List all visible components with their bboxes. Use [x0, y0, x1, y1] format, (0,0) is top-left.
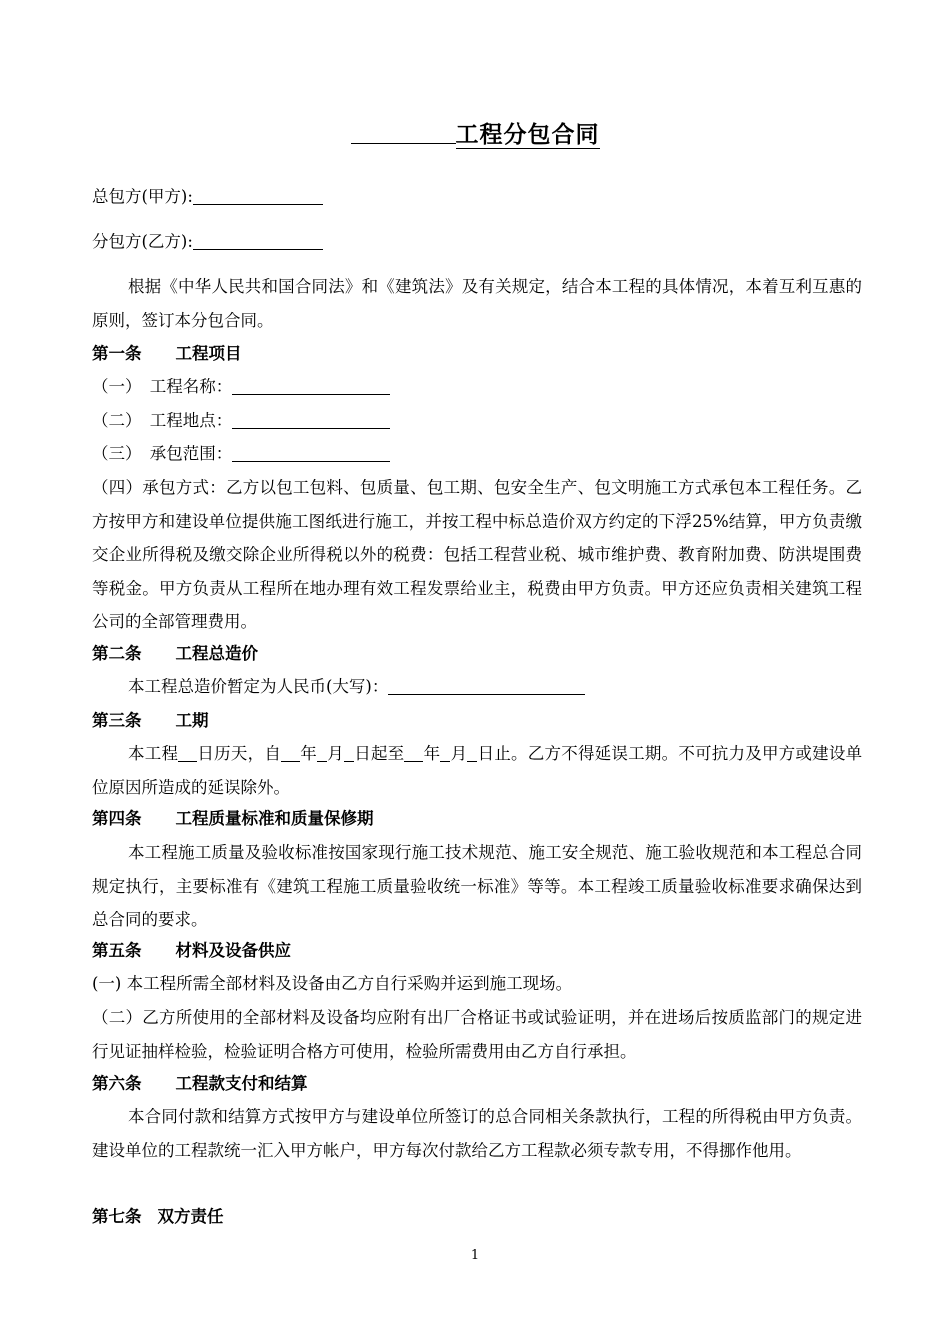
article-3-text — [92, 737, 862, 804]
item-2-label: （二） 工程地点： — [92, 411, 233, 430]
period-text-3: 年 — [300, 744, 318, 763]
period-text-1: 本工程 — [128, 744, 179, 763]
end-day-blank — [467, 744, 477, 762]
article-1-item-2 — [92, 410, 390, 432]
party-a-blank — [193, 187, 323, 205]
article-5-num: 第五条 — [92, 941, 142, 960]
item-1-label: （一） 工程名称： — [92, 377, 233, 396]
article-2-num: 第二条 — [92, 644, 142, 663]
end-month-blank — [440, 744, 450, 762]
item-3-label: （三） 承包范围： — [92, 444, 233, 463]
party-b-label: 分包方(乙方): — [92, 232, 193, 251]
article-5-heading — [92, 940, 291, 962]
period-text-8: 日止。乙方不得延误工期。不可抗力及甲方或建设单位原因所造成的延误除外。 — [92, 744, 863, 797]
article-1-item-4: （四）承包方式：乙方以包工包料、包质量、包工期、包安全生产、包文明施工方式承包本工程任务。乙方按甲方和建设单位提供施工图纸进行施工，并按工程中标总造价双方约定的下浮25%结算，甲方负责缴交企业所得税及缴交除企业所得税以外的税费：包括工程营业税、城市维护费、教育附加费、防洪堤围费等税金。甲方负责从工程所在地办理有效工程发票给业主，税费由甲方负责。甲方还应负责相关建筑工程公司的全部管理费用。 — [92, 478, 862, 631]
start-month-blank — [317, 744, 327, 762]
article-4-title: 工程质量标准和质量保修期 — [175, 809, 374, 828]
start-day-blank — [344, 744, 354, 762]
article-6-title: 工程款支付和结算 — [175, 1074, 308, 1093]
end-year-blank — [404, 744, 423, 762]
start-year-blank — [281, 744, 300, 762]
article-2-text — [128, 676, 585, 698]
page-number: 1 — [470, 1248, 480, 1263]
article-1-heading — [92, 343, 242, 365]
article-7-heading — [92, 1206, 224, 1228]
intro-paragraph: 根据《中华人民共和国合同法》和《建筑法》及有关规定，结合本工程的具体情况，本着互利互惠的原则，签订本分包合同。 — [92, 277, 862, 330]
article-4-heading — [92, 808, 374, 830]
contract-title — [0, 116, 950, 149]
article-4-text: 本工程施工质量及验收标准按国家现行施工技术规范、施工安全规范、施工验收规范和本工程总合同规定执行，主要标准有《建筑工程施工质量验收统一标准》等等。本工程竣工质量验收标准要求确保达到总合同的要求。 — [92, 843, 862, 929]
period-text-5: 日起至 — [354, 744, 405, 763]
party-b-line — [92, 231, 323, 253]
article-3-title: 工期 — [175, 711, 209, 730]
period-text-6: 年 — [423, 744, 441, 763]
article-3-heading — [92, 710, 209, 732]
party-b-blank — [193, 232, 323, 250]
period-text-2: 日历天，自 — [197, 744, 282, 763]
article-1-num: 第一条 — [92, 344, 142, 363]
contract-scope-blank — [232, 444, 390, 462]
period-text-4: 月 — [327, 744, 344, 763]
days-blank — [178, 744, 197, 762]
article-3-num: 第三条 — [92, 711, 142, 730]
article-7-num: 第七条 — [92, 1207, 142, 1226]
article-1-item-3 — [92, 443, 390, 465]
article-2-title: 工程总造价 — [175, 644, 258, 663]
article-6-heading — [92, 1073, 308, 1095]
total-price-label: 本工程总造价暂定为人民币(大写)： — [128, 677, 389, 696]
article-1-item-1 — [92, 376, 390, 398]
party-a-line — [92, 186, 323, 208]
title-text: 工程分包合同 — [455, 122, 600, 148]
article-7-title: 双方责任 — [157, 1207, 224, 1226]
project-name-blank — [232, 377, 390, 395]
title-blank — [351, 121, 456, 144]
article-1-title: 工程项目 — [175, 344, 242, 363]
party-a-label: 总包方(甲方): — [92, 187, 193, 206]
total-price-blank — [388, 677, 585, 695]
project-location-blank — [232, 411, 390, 429]
period-text-7: 月 — [450, 744, 468, 763]
article-2-heading — [92, 643, 258, 665]
article-4-num: 第四条 — [92, 809, 142, 828]
article-6-text: 本合同付款和结算方式按甲方与建设单位所签订的总合同相关条款执行，工程的所得税由甲方负责。建设单位的工程款统一汇入甲方帐户，甲方每次付款给乙方工程款必须专款专用，不得挪作他用。 — [92, 1107, 862, 1160]
article-6-num: 第六条 — [92, 1074, 142, 1093]
article-5-title: 材料及设备供应 — [175, 941, 291, 960]
article-5-item-1: (一) 本工程所需全部材料及设备由乙方自行采购并运到施工现场。 — [92, 974, 573, 993]
article-5-item-2: （二）乙方所使用的全部材料及设备均应附有出厂合格证书或试验证明，并在进场后按质监部门的规定进行见证抽样检验，检验证明合格方可使用，检验所需费用由乙方自行承担。 — [92, 1008, 862, 1061]
